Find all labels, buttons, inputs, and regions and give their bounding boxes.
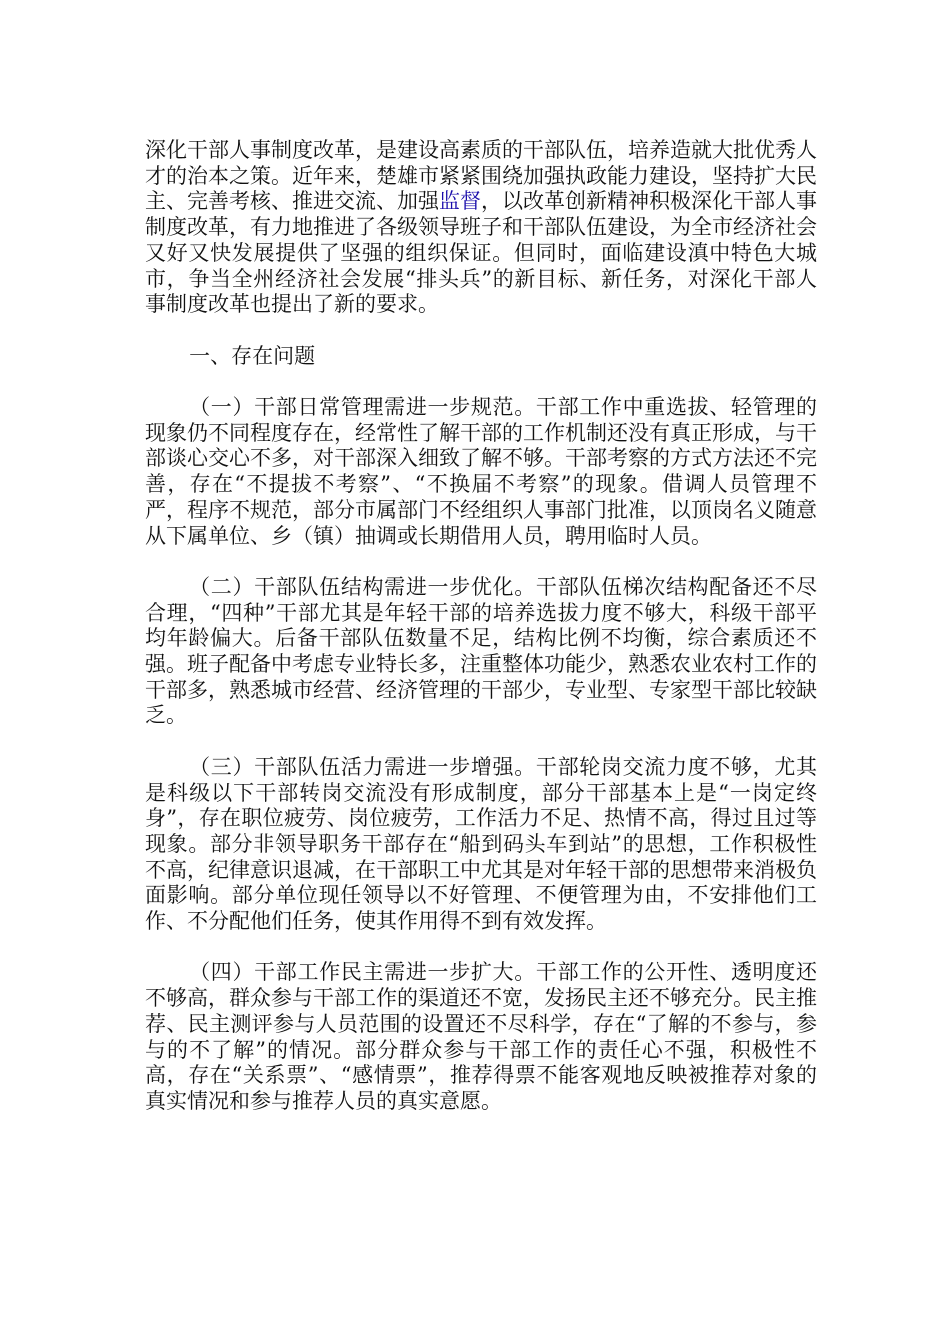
- paragraph-team-vitality: （三）干部队伍活力需进一步增强。干部轮岗交流力度不够，尤其是科级以下干部转岗交流没有形成制度，部分干部基本上是“一岗定终身”，存在职位疲劳、岗位疲劳，工作活力不足、热情不高，得过且过等现象。部分非领导职务干部存在“船到码头车到站”的思想，工作积极性不高，纪律意识退减，在干部职工中尤其是对年轻干部的思想带来消极负面影响。部分单位现任领导以不好管理、不便管理为由，不安排他们工作、不分配他们任务，使其作用得不到有效发挥。: [145, 754, 817, 934]
- document-body: [145, 138, 817, 1140]
- intro-text-before-link: 深化干部人事制度改革，是建设高素质的干部队伍，培养造就大批优秀人才的治本之策。近年来，楚雄市紧紧围绕加强执政能力建设，坚持扩大民主、完善考核、推进交流、加强: [145, 138, 817, 214]
- supervision-link[interactable]: 监督: [439, 189, 481, 214]
- paragraph-democracy: （四）干部工作民主需进一步扩大。干部工作的公开性、透明度还不够高，群众参与干部工作的渠道还不宽，发扬民主还不够充分。民主推荐、民主测评参与人员范围的设置还不尽科学，存在“了解的不参与，参与的不了解”的情况。部分群众参与干部工作的责任心不强，积极性不高，存在“关系票”、“感情票”，推荐得票不能客观地反映被推荐对象的真实情况和参与推荐人员的真实意愿。: [145, 960, 817, 1113]
- intro-text-after-link: ，以改革创新精神积极深化干部人事制度改革，有力地推进了各级领导班子和干部队伍建设，为全市经济社会又好又快发展提供了坚强的组织保证。但同时，面临建设滇中特色大城市，争当全州经济社会发展“排头兵”的新目标、新任务，对深化干部人事制度改革也提出了新的要求。: [145, 189, 817, 317]
- paragraph-daily-management: （一）干部日常管理需进一步规范。干部工作中重选拔、轻管理的现象仍不同程度存在，经常性了解干部的工作机制还没有真正形成，与干部谈心交心不多，对干部深入细致了解不够。干部考察的方式方法还不完善，存在“不提拔不考察”、“不换届不考察”的现象。借调人员管理不严，程序不规范，部分市属部门不经组织人事部门批准，以顶岗名义随意从下属单位、乡（镇）抽调或长期借用人员，聘用临时人员。: [145, 395, 817, 548]
- section-heading-problems: 一、存在问题: [189, 343, 316, 368]
- paragraph-team-structure: （二）干部队伍结构需进一步优化。干部队伍梯次结构配备还不尽合理，“四种”干部尤其是年轻干部的培养选拔力度不够大，科级干部平均年龄偏大。后备干部队伍数量不足，结构比例不均衡，综合素质还不强。班子配备中考虑专业特长多，注重整体功能少，熟悉农业农村工作的干部多，熟悉城市经营、经济管理的干部少，专业型、专家型干部比较缺乏。: [145, 574, 817, 728]
- intro-paragraph: [145, 138, 817, 318]
